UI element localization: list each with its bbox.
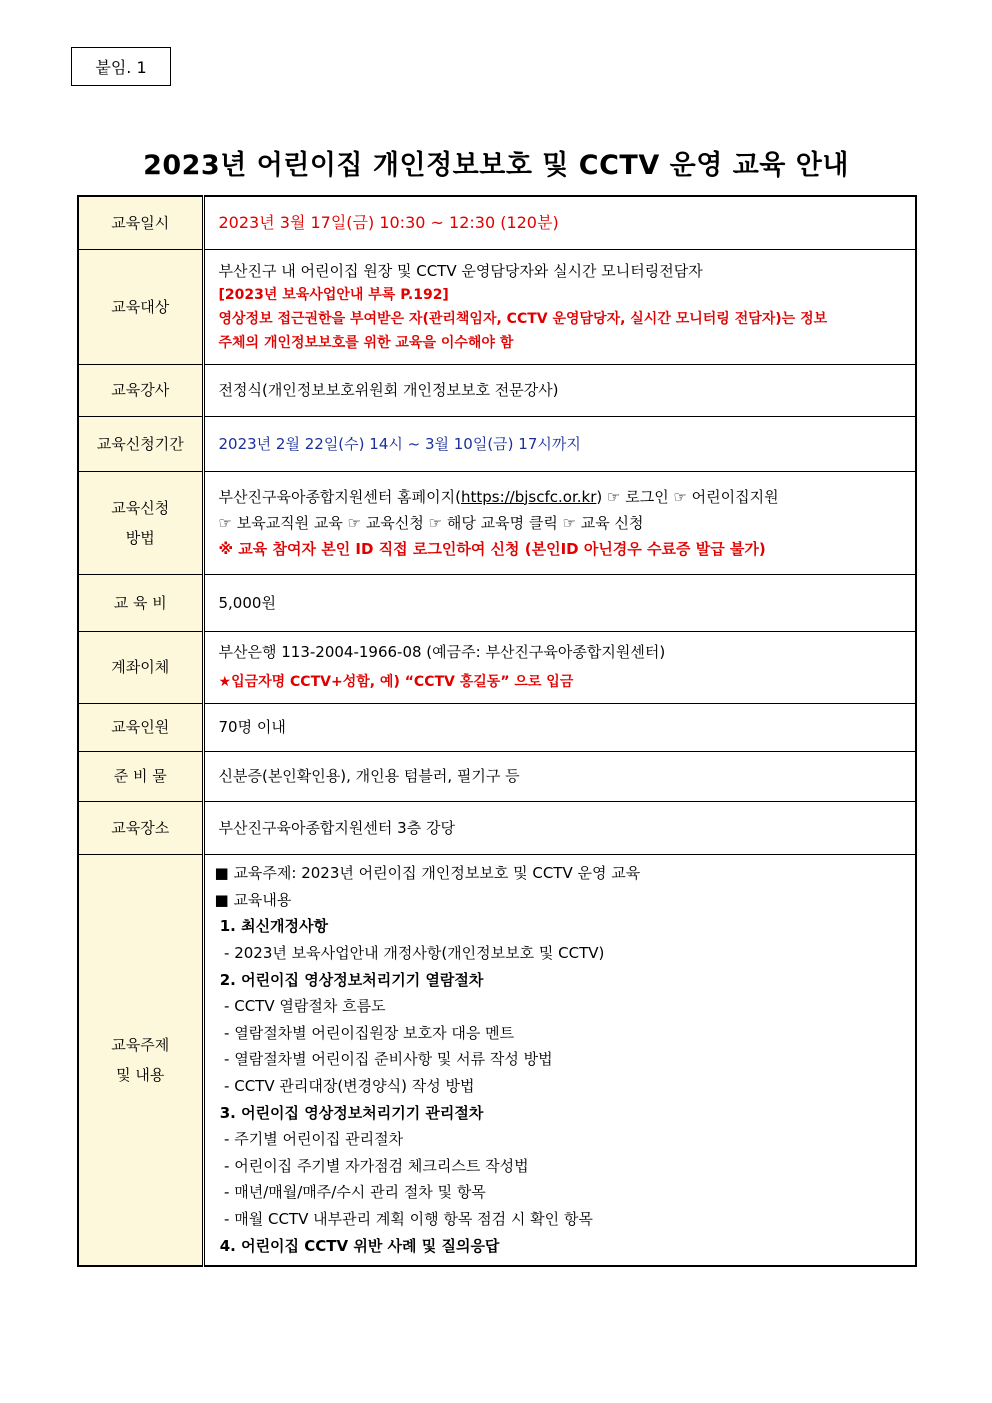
label-capacity: 교육인원: [78, 703, 203, 751]
content-line: - CCTV 열람절차 흐름도: [214, 997, 386, 1016]
row-instructor: [78, 364, 916, 416]
attachment-label: [71, 47, 171, 86]
label-fee: 교 육 비: [78, 574, 203, 631]
label-method-line-2: 방법: [125, 528, 155, 547]
value-target: [203, 249, 916, 364]
label-content-line-2: 및 내용: [116, 1065, 165, 1084]
row-fee: [78, 574, 916, 631]
attachment-label-text: 붙임. 1: [95, 58, 147, 77]
target-line-4: 주체의 개인정보보호를 위한 교육을 이수해야 함: [218, 334, 514, 351]
row-capacity: [78, 703, 916, 751]
row-venue: [78, 801, 916, 854]
method-line-3: ※ 교육 참여자 본인 ID 직접 로그인하여 신청 (본인ID 아닌경우 수료증 발급 불가): [218, 539, 766, 558]
row-period: [78, 416, 916, 471]
content-line: 1. 최신개정사항: [214, 917, 329, 936]
content-line: ■ 교육내용: [214, 890, 292, 909]
star-icon: ★: [218, 674, 232, 690]
label-content: [78, 854, 203, 1266]
content-line: - 어린이집 주기별 자가점검 체크리스트 작성법: [214, 1156, 529, 1175]
transfer-line-2-text: 입금자명 CCTV+성함, 예) “CCTV 홍길동” 으로 입금: [231, 674, 574, 690]
label-date: 교육일시: [78, 196, 203, 249]
method-line-2: ☞ 보육교직원 교육 ☞ 교육신청 ☞ 해당 교육명 클릭 ☞ 교육 신청: [218, 513, 644, 532]
row-transfer: [78, 631, 916, 703]
content-line: - 열람절차별 어린이집원장 보호자 대응 멘트: [214, 1023, 515, 1042]
value-content: [203, 854, 916, 1266]
label-method-line-1: 교육신청: [111, 498, 170, 517]
value-instructor: 전정식(개인정보보호위원회 개인정보보호 전문강사): [203, 364, 916, 416]
info-table: [77, 195, 917, 1267]
label-method: [78, 471, 203, 574]
content-line: 2. 어린이집 영상정보처리기기 열람절차: [214, 970, 484, 989]
label-supplies: 준 비 물: [78, 751, 203, 801]
content-line: - 열람절차별 어린이집 준비사항 및 서류 작성 방법: [214, 1050, 553, 1069]
page-title: 2023년 어린이집 개인정보보호 및 CCTV 운영 교육 안내: [143, 150, 849, 181]
value-fee: 5,000원: [203, 574, 916, 631]
label-instructor: 교육강사: [78, 364, 203, 416]
content-line: - 2023년 보육사업안내 개정사항(개인정보보호 및 CCTV): [214, 944, 605, 963]
row-supplies: [78, 751, 916, 801]
label-period: 교육신청기간: [78, 416, 203, 471]
row-target: [78, 249, 916, 364]
homepage-link[interactable]: https://bjscfc.or.kr: [460, 487, 597, 506]
value-period: 2023년 2월 22일(수) 14시 ~ 3월 10일(금) 17시까지: [203, 416, 916, 471]
target-line-2: [2023년 보육사업안내 부록 P.192]: [218, 286, 449, 303]
method-line-1: [219, 484, 902, 510]
label-content-line-1: 교육주제: [111, 1035, 170, 1054]
row-method: [78, 471, 916, 574]
label-venue: 교육장소: [78, 801, 203, 854]
row-content: [78, 854, 916, 1266]
content-line: - 주기별 어린이집 관리절차: [214, 1130, 404, 1149]
value-capacity: 70명 이내: [203, 703, 916, 751]
content-line: - 매년/매월/매주/수시 관리 절차 및 항목: [214, 1183, 486, 1202]
row-date: [78, 196, 916, 249]
value-date: 2023년 3월 17일(금) 10:30 ~ 12:30 (120분): [203, 196, 916, 249]
label-transfer: 계좌이체: [78, 631, 203, 703]
value-method: [203, 471, 916, 574]
transfer-line-2: [219, 667, 902, 697]
content-line: 4. 어린이집 CCTV 위반 사례 및 질의응답: [214, 1236, 500, 1255]
method-line-1-prefix: 부산진구육아종합지원센터 홈페이지(: [218, 487, 461, 506]
transfer-line-1: 부산은행 113-2004-1966-08 (예금주: 부산진구육아종합지원센터): [218, 643, 666, 661]
content-line: - 매월 CCTV 내부관리 계획 이행 항목 점검 시 확인 항목: [214, 1210, 593, 1229]
label-target: 교육대상: [78, 249, 203, 364]
method-line-1-suffix: ) ☞ 로그인 ☞ 어린이집지원: [596, 487, 779, 506]
target-line-3: 영상정보 접근권한을 부여받은 자(관리책임자, CCTV 운영담당자, 실시간 모니터링 전담자)는 정보: [218, 310, 828, 327]
value-venue: 부산진구육아종합지원센터 3층 강당: [203, 801, 916, 854]
content-line: - CCTV 관리대장(변경양식) 작성 방법: [214, 1077, 475, 1096]
target-line-1: 부산진구 내 어린이집 원장 및 CCTV 운영담당자와 실시간 모니터링전담자: [218, 261, 703, 280]
content-line: ■ 교육주제: 2023년 어린이집 개인정보보호 및 CCTV 운영 교육: [214, 864, 641, 883]
content-line: 3. 어린이집 영상정보처리기기 관리절차: [214, 1103, 484, 1122]
value-transfer: [203, 631, 916, 703]
value-supplies: 신분증(본인확인용), 개인용 텀블러, 필기구 등: [203, 751, 916, 801]
